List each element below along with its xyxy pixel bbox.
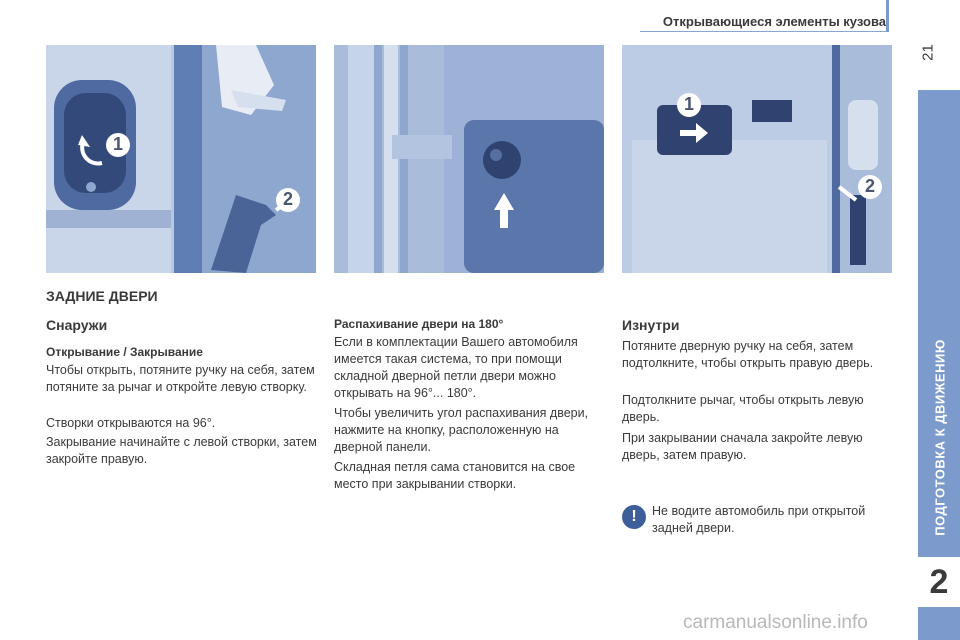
inside-heading: Изнутри <box>622 317 680 333</box>
outside-paragraph: Закрывание начинайте с левой створки, затем закройте правую. <box>46 435 317 466</box>
section-title: ЗАДНИЕ ДВЕРИ <box>46 288 158 304</box>
hinge-button-drawing <box>334 45 604 273</box>
inside-paragraph: Подтолкните рычаг, чтобы открыть левую дверь. <box>622 393 864 424</box>
callout-2: 2 <box>864 176 875 196</box>
outside-paragraph: Чтобы открыть, потяните ручку на себя, затем потяните за рычаг и откройте левую створку. <box>46 363 315 394</box>
sidebar-strip <box>918 612 960 640</box>
opening-180-subheading: Распахивание двери на 180° <box>334 317 504 331</box>
callout-1: 1 <box>683 94 694 114</box>
page-number: 21 <box>919 44 937 61</box>
opening-180-paragraph: Если в комплектации Вашего автомобиля имеется такая система, то при помощи складной дверной петли двери можно открывать на 96°... 180°. <box>334 335 578 400</box>
outside-subheading: Открывание / Закрывание <box>46 345 203 359</box>
page-header-title: Открывающиеся элементы кузова <box>662 14 886 29</box>
opening-180-paragraph: Чтобы увеличить угол распахивания двери, нажмите на кнопку, расположенную на дверной панели. <box>334 406 589 454</box>
chapter-number: 2 <box>918 557 960 607</box>
chapter-title: ПОДГОТОВКА К ДВИЖЕНИЮ <box>932 339 948 536</box>
illustration-inside-handle <box>622 45 892 273</box>
callout-layer <box>46 45 316 273</box>
callout-1: 1 <box>112 134 123 154</box>
warning-text: Не водите автомобиль при открытой задней двери. <box>652 504 866 535</box>
header-tick <box>886 0 889 32</box>
outside-heading: Снаружи <box>46 317 108 333</box>
outside-paragraph: Створки открываются на 96°. <box>46 416 216 430</box>
watermark: carmanualsonline.info <box>683 612 868 633</box>
inside-paragraph: Потяните дверную ручку на себя, затем подтолкните, чтобы открыть правую дверь. <box>622 339 874 370</box>
illustration-outside-handle <box>46 45 316 273</box>
illustration-door-hinge-button <box>334 45 604 273</box>
header-rule <box>640 31 886 32</box>
callout-2: 2 <box>282 189 293 209</box>
warning-icon: ! <box>622 505 646 529</box>
inside-paragraph: При закрывании сначала закройте левую дверь, затем правую. <box>622 431 863 462</box>
opening-180-paragraph: Складная петля сама становится на свое место при закрывании створки. <box>334 460 576 491</box>
callout-layer <box>622 45 892 273</box>
